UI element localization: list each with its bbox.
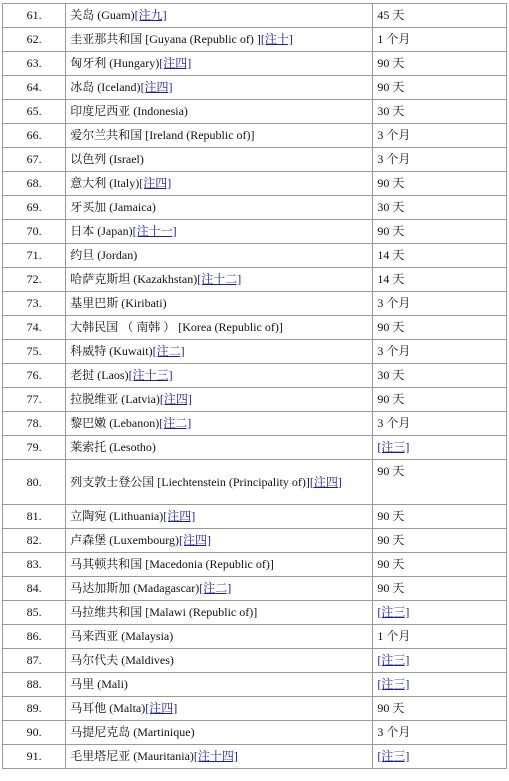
country-cell [66, 673, 373, 697]
duration-cell [373, 52, 507, 76]
country-cell [66, 316, 373, 340]
country-name: 马里 (Mali) [70, 677, 128, 691]
country-name: 毛里塔尼亚 (Mauritania) [70, 749, 194, 763]
country-cell [66, 553, 373, 577]
table-row [3, 28, 507, 52]
table-row [3, 220, 507, 244]
duration-value: 1 个月 [377, 32, 411, 46]
table-body [3, 4, 507, 769]
country-name: 大韩民国 （ 南韩 ） [Korea (Republic of)] [70, 320, 283, 334]
country-cell [66, 505, 373, 529]
country-name: 马其顿共和国 [Macedonia (Republic of)] [70, 557, 274, 571]
country-cell [66, 244, 373, 268]
footnote-link[interactable]: [注二] [152, 344, 185, 358]
duration-value: 90 天 [377, 176, 405, 190]
row-number: 88. [3, 673, 66, 697]
table-row [3, 412, 507, 436]
row-number: 87. [3, 649, 66, 673]
country-name: 牙买加 (Jamaica) [70, 200, 156, 214]
country-cell [66, 625, 373, 649]
country-cell [66, 268, 373, 292]
country-name: 马达加斯加 (Madagascar) [70, 581, 200, 595]
row-number: 82. [3, 529, 66, 553]
duration-value: 3 个月 [377, 128, 411, 142]
footnote-link[interactable]: [注四] [159, 392, 192, 406]
country-cell [66, 340, 373, 364]
country-cell [66, 76, 373, 100]
country-name: 约旦 (Jordan) [70, 248, 138, 262]
country-name: 圭亚那共和国 [Guyana (Republic of) ] [70, 32, 261, 46]
duration-cell [373, 124, 507, 148]
table-row [3, 745, 507, 769]
row-number: 66. [3, 124, 66, 148]
duration-cell [373, 601, 507, 625]
country-name: 印度尼西亚 (Indonesia) [70, 104, 188, 118]
country-name: 拉脱维亚 (Latvia) [70, 392, 160, 406]
row-number: 61. [3, 4, 66, 28]
table-row [3, 553, 507, 577]
row-number: 77. [3, 388, 66, 412]
footnote-link[interactable]: [注四] [145, 701, 178, 715]
visa-duration-table [2, 3, 507, 769]
footnote-link[interactable]: [注二] [199, 581, 232, 595]
table-row [3, 292, 507, 316]
table-row [3, 76, 507, 100]
duration-value: 14 天 [377, 248, 405, 262]
footnote-link[interactable]: [注九] [134, 8, 167, 22]
duration-cell [373, 340, 507, 364]
duration-value: 3 个月 [377, 296, 411, 310]
footnote-link[interactable]: [注四] [159, 56, 192, 70]
country-name: 匈牙利 (Hungary) [70, 56, 160, 70]
country-cell [66, 436, 373, 460]
table-row [3, 721, 507, 745]
table-row [3, 529, 507, 553]
table-row [3, 625, 507, 649]
country-name: 卢森堡 (Luxembourg) [70, 533, 180, 547]
duration-footnote-link[interactable]: [注三] [377, 653, 410, 667]
table-row [3, 697, 507, 721]
country-name: 列支敦士登公国 [Liechtenstein (Principality of)] [70, 474, 310, 489]
duration-cell [373, 436, 507, 460]
table-row [3, 340, 507, 364]
country-cell [66, 100, 373, 124]
footnote-link[interactable]: [注四] [163, 509, 196, 523]
duration-cell [373, 553, 507, 577]
row-number: 85. [3, 601, 66, 625]
row-number: 80. [3, 460, 66, 505]
duration-value: 30 天 [377, 200, 405, 214]
country-name: 日本 (Japan) [70, 224, 133, 238]
country-cell [66, 745, 373, 769]
duration-cell [373, 28, 507, 52]
row-number: 74. [3, 316, 66, 340]
table-row [3, 673, 507, 697]
footnote-link[interactable]: [注四] [179, 533, 212, 547]
duration-cell [373, 745, 507, 769]
footnote-link[interactable]: [注四] [139, 176, 172, 190]
row-number: 83. [3, 553, 66, 577]
table-row [3, 244, 507, 268]
table-row [3, 316, 507, 340]
table-row [3, 505, 507, 529]
country-name: 莱索托 (Lesotho) [70, 440, 156, 454]
row-number: 72. [3, 268, 66, 292]
duration-cell [373, 412, 507, 436]
table-row [3, 124, 507, 148]
row-number: 84. [3, 577, 66, 601]
country-cell [66, 52, 373, 76]
row-number: 68. [3, 172, 66, 196]
duration-cell [373, 172, 507, 196]
duration-value: 3 个月 [377, 725, 411, 739]
footnote-link[interactable]: [注十四] [193, 749, 238, 763]
duration-value: 90 天 [377, 224, 405, 238]
duration-value: 90 天 [377, 557, 405, 571]
country-name: 马尔代夫 (Maldives) [70, 653, 174, 667]
duration-value: 45 天 [377, 8, 405, 22]
row-number: 81. [3, 505, 66, 529]
row-number: 65. [3, 100, 66, 124]
duration-value: 3 个月 [377, 152, 411, 166]
row-number: 75. [3, 340, 66, 364]
country-cell [66, 649, 373, 673]
country-cell [66, 4, 373, 28]
country-name: 冰岛 (Iceland) [70, 80, 141, 94]
country-name: 哈萨克斯坦 (Kazakhstan) [70, 272, 198, 286]
duration-footnote-link[interactable]: [注三] [377, 440, 410, 454]
duration-value: 90 天 [377, 533, 405, 547]
duration-footnote-link[interactable]: [注三] [377, 677, 410, 691]
country-cell [66, 364, 373, 388]
duration-value: 14 天 [377, 272, 405, 286]
country-name: 马耳他 (Malta) [70, 701, 146, 715]
duration-value: 90 天 [377, 56, 405, 70]
duration-value: 3 个月 [377, 344, 411, 358]
table-row [3, 577, 507, 601]
footnote-link[interactable]: [注十] [260, 32, 293, 46]
duration-cell [373, 673, 507, 697]
duration-cell [373, 460, 507, 505]
duration-cell [373, 697, 507, 721]
country-name: 关岛 (Guam) [70, 8, 135, 22]
row-number: 90. [3, 721, 66, 745]
table-row [3, 172, 507, 196]
country-cell [66, 148, 373, 172]
country-cell [66, 577, 373, 601]
duration-cell [373, 721, 507, 745]
country-cell [66, 529, 373, 553]
table-row [3, 364, 507, 388]
duration-value: 30 天 [377, 104, 405, 118]
row-number: 78. [3, 412, 66, 436]
country-cell [66, 697, 373, 721]
footnote-link[interactable]: [注十二] [197, 272, 242, 286]
row-number: 63. [3, 52, 66, 76]
row-number: 76. [3, 364, 66, 388]
row-number: 73. [3, 292, 66, 316]
duration-value: 90 天 [377, 509, 405, 523]
country-name: 基里巴斯 (Kiribati) [70, 296, 167, 310]
country-name: 科威特 (Kuwait) [70, 344, 153, 358]
country-cell [66, 721, 373, 745]
footnote-link[interactable]: [注四] [140, 80, 173, 94]
duration-value: 90 天 [377, 464, 405, 478]
duration-cell [373, 529, 507, 553]
duration-footnote-link[interactable]: [注三] [377, 749, 410, 763]
country-cell [66, 28, 373, 52]
row-number: 67. [3, 148, 66, 172]
duration-cell [373, 625, 507, 649]
row-number: 69. [3, 196, 66, 220]
duration-cell [373, 268, 507, 292]
row-number: 89. [3, 697, 66, 721]
table-row [3, 649, 507, 673]
country-cell [66, 124, 373, 148]
duration-value: 90 天 [377, 581, 405, 595]
country-cell [66, 388, 373, 412]
table-row [3, 148, 507, 172]
country-name: 意大利 (Italy) [70, 176, 140, 190]
country-cell [66, 460, 373, 505]
duration-cell [373, 100, 507, 124]
row-number: 70. [3, 220, 66, 244]
row-number: 79. [3, 436, 66, 460]
table-row [3, 52, 507, 76]
country-cell [66, 601, 373, 625]
duration-cell [373, 505, 507, 529]
duration-cell [373, 196, 507, 220]
duration-cell [373, 148, 507, 172]
duration-cell [373, 577, 507, 601]
table-row [3, 436, 507, 460]
country-name: 爱尔兰共和国 [Ireland (Republic of)] [70, 128, 255, 142]
duration-value: 90 天 [377, 701, 405, 715]
duration-cell [373, 292, 507, 316]
duration-value: 90 天 [377, 392, 405, 406]
country-name: 老挝 (Laos) [70, 368, 129, 382]
table-row [3, 388, 507, 412]
duration-cell [373, 76, 507, 100]
table-row [3, 196, 507, 220]
country-cell [66, 412, 373, 436]
row-number: 91. [3, 745, 66, 769]
country-name: 黎巴嫩 (Lebanon) [70, 416, 160, 430]
country-cell [66, 172, 373, 196]
country-cell [66, 196, 373, 220]
table-row [3, 601, 507, 625]
footnote-link[interactable]: [注十三] [128, 368, 173, 382]
row-number: 86. [3, 625, 66, 649]
duration-cell [373, 316, 507, 340]
duration-cell [373, 388, 507, 412]
footnote-link[interactable]: [注二] [159, 416, 192, 430]
country-name: 以色列 (Israel) [70, 152, 144, 166]
duration-cell [373, 649, 507, 673]
table-row [3, 4, 507, 28]
duration-value: 1 个月 [377, 629, 411, 643]
row-number: 71. [3, 244, 66, 268]
duration-cell [373, 364, 507, 388]
country-name: 马拉维共和国 [Malawi (Republic of)] [70, 605, 258, 619]
duration-cell [373, 4, 507, 28]
duration-value: 30 天 [377, 368, 405, 382]
country-cell [66, 220, 373, 244]
duration-cell [373, 220, 507, 244]
table-row [3, 268, 507, 292]
table-row [3, 460, 507, 505]
table-row [3, 100, 507, 124]
duration-value: 3 个月 [377, 416, 411, 430]
duration-value: 90 天 [377, 320, 405, 334]
footnote-link[interactable]: [注十一] [132, 224, 177, 238]
country-name: 立陶宛 (Lithuania) [70, 509, 164, 523]
duration-footnote-link[interactable]: [注三] [377, 605, 410, 619]
row-number: 64. [3, 76, 66, 100]
row-number: 62. [3, 28, 66, 52]
country-cell [66, 292, 373, 316]
duration-cell [373, 244, 507, 268]
country-name: 马来西亚 (Malaysia) [70, 629, 174, 643]
duration-value: 90 天 [377, 80, 405, 94]
country-name: 马提尼克岛 (Martinique) [70, 725, 195, 739]
footnote-link[interactable]: [注四] [309, 474, 342, 489]
